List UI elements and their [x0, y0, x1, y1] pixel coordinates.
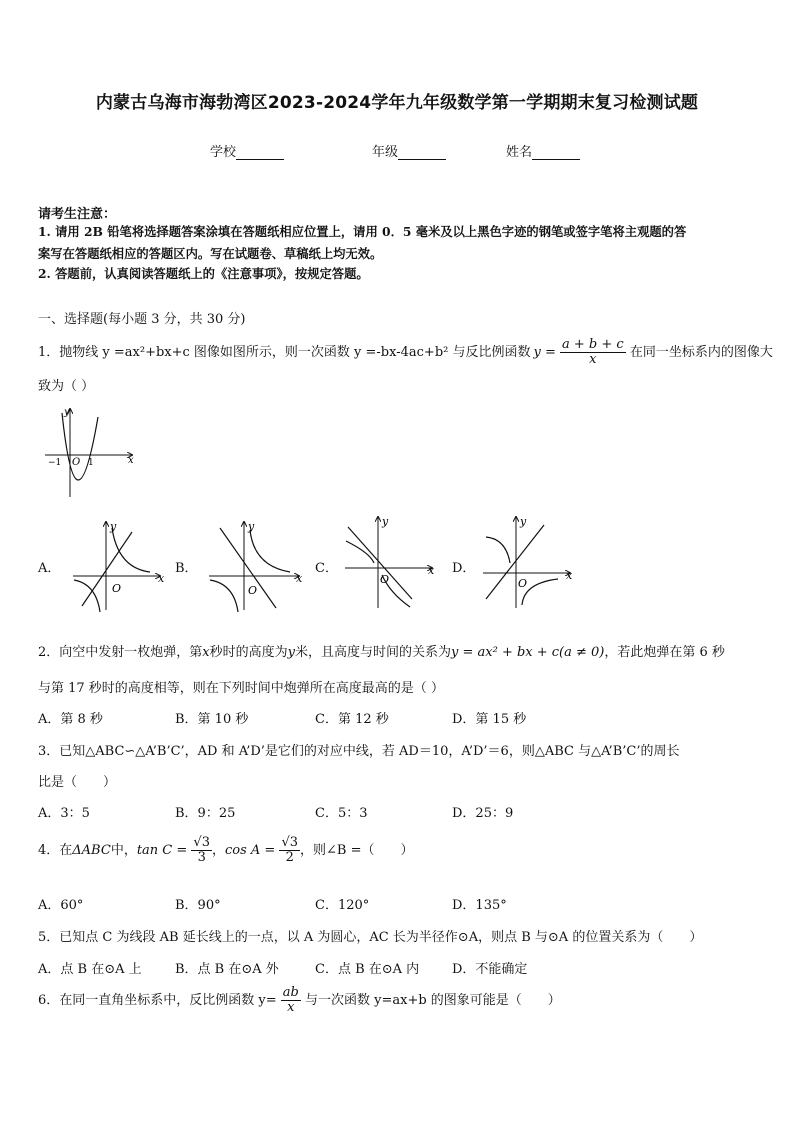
question-4: 4．在ΔABC中，tan C = $\frac{√3}{3}$ ，cos A = $\frac{√3}{2}$ ，则∠B =（ ）	[38, 835, 414, 865]
linear-line	[486, 525, 544, 599]
q1-option-c-graph[interactable]	[340, 513, 445, 613]
grade-blank[interactable]	[398, 147, 446, 160]
q1-fraction: $\frac{a + b + c}{x}$	[562, 337, 624, 367]
question-3-line-2: 比是（ ）	[38, 775, 117, 790]
svg-text:O: O	[112, 582, 122, 595]
notice-line-1a: 1. 请用 2B 铅笔将选择题答案涂填在答题纸相应位置上，请用 0．5 毫米及以上黑色字迹的钢笔或签字笔将主观题的答	[38, 224, 687, 239]
svg-text:x: x	[296, 572, 303, 585]
page-title: 内蒙古乌海市海勃湾区2023-2024学年九年级数学第一学期期末复习检测试题	[95, 93, 699, 113]
question-3-line-1: 3．已知△ABC∽△A’B’C’，AD 和 A’D’是它们的对应中线，若 AD＝10，A’D’＝6，则△ABC 与△A’B’C’的周长	[38, 744, 680, 759]
q1-parabola-graph	[40, 405, 140, 500]
q1-option-d[interactable]: D．	[452, 561, 476, 576]
q1-option-a-graph[interactable]	[68, 518, 173, 613]
hyperbola-branch-1	[112, 528, 150, 572]
q1-option-b[interactable]: B．	[175, 561, 198, 576]
q2-option-b[interactable]: B．第 10 秒	[175, 712, 249, 727]
svg-text:y: y	[382, 515, 389, 528]
hyperbola-branch-1	[486, 537, 510, 563]
q1-option-d-graph[interactable]	[478, 513, 583, 613]
label-neg1: −1	[48, 458, 62, 468]
tan-fraction: $\frac{√3}{3}$	[193, 835, 210, 865]
q2-option-a[interactable]: A．第 8 秒	[38, 712, 103, 727]
q3-option-c[interactable]: C．5：3	[315, 806, 368, 821]
q3-option-d[interactable]: D．25：9	[452, 806, 514, 821]
q5-option-b[interactable]: B．点 B 在⊙A 外	[175, 962, 279, 977]
q3-option-b[interactable]: B．9：25	[175, 806, 236, 821]
label-origin: O	[72, 457, 81, 468]
parabola-curve	[62, 413, 98, 480]
school-blank[interactable]	[236, 147, 284, 160]
question-2-line-1: 2．向空中发射一枚炮弹，第x秒时的高度为y米，且高度与时间的关系为y = ax² + bx + c(a ≠ 0)，若此炮弹在第 6 秒	[38, 645, 725, 660]
svg-text:O: O	[248, 584, 258, 597]
q4-option-a[interactable]: A．60°	[38, 898, 84, 913]
hyperbola-branch-1	[250, 530, 290, 572]
q1-option-a[interactable]: A．	[38, 561, 61, 576]
name-field: 姓名	[506, 141, 580, 160]
q2-option-c[interactable]: C．第 12 秒	[315, 712, 389, 727]
cos-fraction: $\frac{√3}{2}$	[281, 835, 299, 865]
svg-text:y: y	[110, 520, 117, 533]
q5-option-d[interactable]: D．不能确定	[452, 962, 528, 977]
school-field: 学校	[210, 141, 284, 160]
question-1-line-2: 致为（ ）	[38, 379, 95, 394]
grade-field: 年级	[372, 141, 446, 160]
linear-line	[348, 527, 412, 599]
question-5: 5．已知点 C 为线段 AB 延长线上的一点，以 A 为圆心，AC 长为半径作⊙A，则点 B 与⊙A 的位置关系为（ ）	[38, 930, 703, 945]
q3-option-a[interactable]: A．3：5	[38, 806, 90, 821]
notice-line-1b: 案写在答题纸相应的答题区内。写在试题卷、草稿纸上均无效。	[38, 246, 383, 261]
q6-fraction: $\frac{ab}{x}$	[282, 985, 299, 1015]
svg-text:y: y	[248, 520, 255, 533]
linear-line	[82, 532, 132, 606]
section-heading: 一、选择题(每小题 3 分，共 30 分)	[38, 312, 246, 327]
q4-option-c[interactable]: C．120°	[315, 898, 370, 913]
question-2-line-2: 与第 17 秒时的高度相等，则在下列时间中炮弹所在高度最高的是（ ）	[38, 681, 444, 696]
question-6: 6．在同一直角坐标系中，反比例函数 y= $\frac{ab}{x}$ 与一次函数 y=ax+b 的图象可能是（ ）	[38, 985, 561, 1015]
svg-text:x: x	[428, 564, 435, 577]
q5-option-a[interactable]: A．点 B 在⊙A 上	[38, 962, 142, 977]
svg-text:y: y	[520, 515, 527, 528]
q4-option-b[interactable]: B．90°	[175, 898, 221, 913]
q4-option-d[interactable]: D．135°	[452, 898, 507, 913]
name-blank[interactable]	[532, 147, 580, 160]
question-1-line-1: 1．抛物线 y =ax²+bx+c 图像如图所示，则一次函数 y =-bx-4ac+b² 与反比例函数 y = $\frac{a + b + c}{x}$ 在同一坐标系内的图像大	[38, 337, 773, 367]
svg-text:O: O	[518, 577, 528, 590]
label-x: x	[128, 455, 134, 466]
hyperbola-branch-2	[522, 579, 558, 605]
svg-text:O: O	[380, 573, 390, 586]
notice-line-2: 2. 答题前，认真阅读答题纸上的《注意事项》，按规定答题。	[38, 266, 369, 281]
q5-option-c[interactable]: C．点 B 在⊙A 内	[315, 962, 420, 977]
q1-option-c[interactable]: C．	[315, 561, 338, 576]
label-y: y	[64, 407, 70, 418]
notice-heading: 请考生注意：	[38, 207, 117, 222]
hyperbola-branch-2	[210, 580, 238, 612]
svg-text:x: x	[158, 572, 165, 585]
q2-option-d[interactable]: D．第 15 秒	[452, 712, 527, 727]
svg-text:x: x	[566, 569, 573, 582]
q1-option-b-graph[interactable]	[204, 518, 309, 613]
label-one: 1	[88, 458, 94, 468]
